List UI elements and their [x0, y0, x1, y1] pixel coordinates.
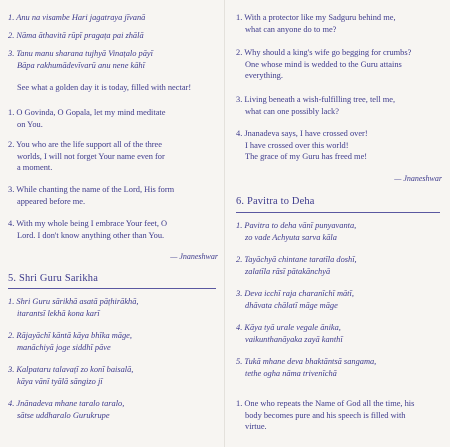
section-6-title: 6. Pavitra to Deha [236, 196, 315, 207]
right-column [228, 0, 450, 447]
section-6-verse-5: 5. Tukā mhane deva bhaktāntsā sangama, tethe ogha nāma trivenīchā [236, 357, 377, 378]
translation-4: 4. With my whole being I embrace Your feet, O Lord. I don't know anything other than You. [8, 219, 168, 240]
section-5-verse-4: 4. Jnānadeva mhane taralo taralo, sātse uddharalo Gurukrupe [8, 399, 125, 420]
verse-1: 1. Anu na visambe Hari jagatraya jīvanā [8, 13, 146, 22]
section-6-translation-1: 1. One who repeats the Name of God all the time, his body becomes pure and his speech is filled with virtue. [236, 399, 415, 432]
section-5-verse-1: 1. Shri Guru sārikhā asatā pāțhirākhā, itarantsī lekhā kona karī [8, 297, 139, 318]
verse-3: 3. Tanu manu sharana tujhyā Vinațalo pāyī Bāpa rakhumādevīvarū anu nene kāhī [8, 49, 153, 70]
translation-2: 2. You who are the life support all of the three worlds, I will not forget Your name even for a moment. [8, 140, 165, 173]
left-column [0, 0, 222, 447]
intro-line: See what a golden day it is today, filled with nectar! [17, 83, 192, 92]
section-5-rule [8, 288, 216, 289]
section-5-title: 5. Shri Guru Sarikha [8, 273, 99, 284]
column-divider [224, 0, 225, 447]
section-6-verse-3: 3. Deva icchī raja charanīchī mātī, dhāvata chālatī māge māge [236, 289, 354, 310]
verse-2: 2. Nāma āthavitā rūpī pragața pai zhālā [8, 31, 144, 40]
translation-5-3: 3. Living beneath a wish-fulfilling tree, tell me, what can one possibly lack? [236, 95, 396, 116]
signature-1: — Jnaneshwar [170, 252, 218, 261]
translation-3: 3. While chanting the name of the Lord, His form appeared before me. [8, 185, 175, 206]
signature-2: — Jnaneshwar [394, 174, 442, 183]
section-6-verse-1: 1. Pavitra to deha vānī punyavanta, zo vade Achyuta sarva kāla [236, 221, 357, 242]
translation-1: 1. O Govinda, O Gopala, let my mind meditate on You. [8, 108, 166, 129]
translation-5-4: 4. Jnanadeva says, I have crossed over! I have crossed over this world! The grace of my Guru has freed me! [236, 129, 368, 162]
translation-5-2: 2. Why should a king's wife go begging for crumbs? One whose mind is wedded to the Guru attains everything. [236, 48, 412, 81]
section-5-verse-3: 3. Kalpataru talavațī zo konī baisalā, kāya vānī tyālā sāngizo jī [8, 365, 134, 386]
section-6-verse-4: 4. Kāya tyā urale vegale ānika, vaikunthanāyaka zayā kanthī [236, 323, 343, 344]
section-5-verse-2: 2. Rājayāchī kāntā kāya bhīka māge, manāchiyā joge siddhī pāve [8, 331, 132, 352]
translation-5-1: 1. With a protector like my Sadguru behind me, what can anyone do to me? [236, 13, 396, 34]
section-6-rule [236, 212, 440, 213]
section-6-verse-2: 2. Tayāchyā chintane taratīla doshī, zalatīla rāsī pātakānchyā [236, 255, 357, 276]
